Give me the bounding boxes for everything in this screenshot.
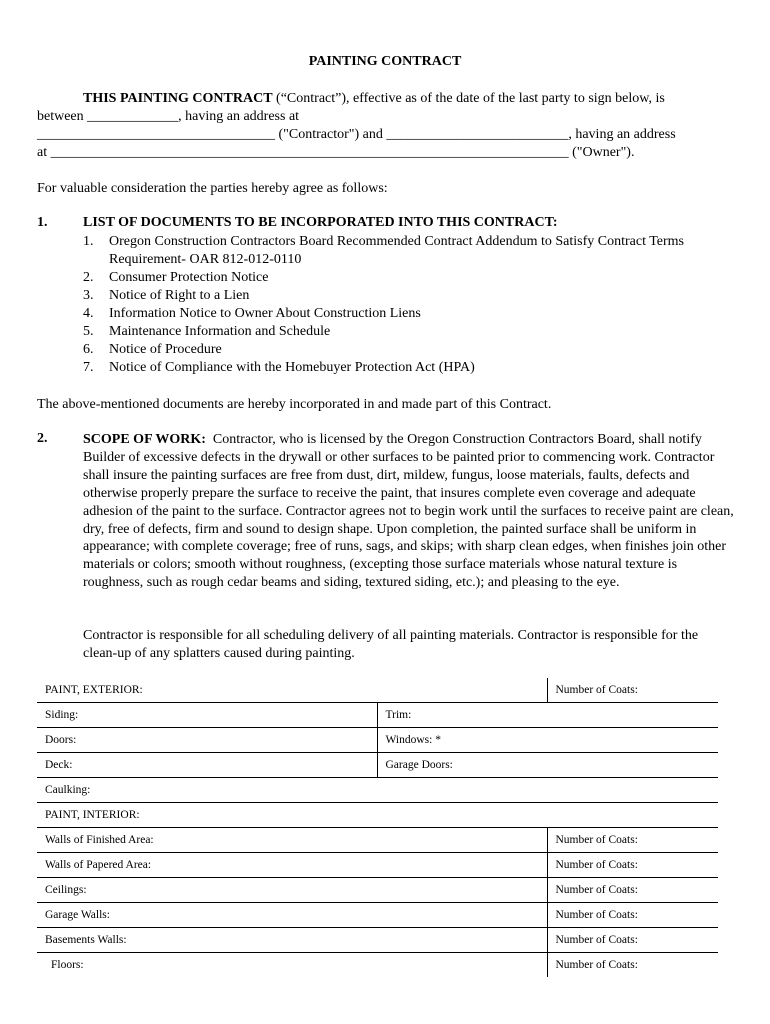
paint-spec-form xyxy=(37,678,718,977)
intro-line-1-rest: (“Contract”), effective as of the date of the last party to sign below, is xyxy=(272,91,665,106)
list-item-text: Oregon Construction Contractors Board Recommended Contract Addendum to Satisfy Contract Terms xyxy=(109,234,684,249)
exterior-header: PAINT, EXTERIOR: xyxy=(37,678,547,703)
scope-of-work-body: Contractor, who is licensed by the Oregon Construction Contractors Board, shall notify Builder of excessive defects in the drywall or other surfaces to be painted prior to commencing work. Contractor shall insure the painting surfaces are free from dust, dirt, mildew, fungus, loose materials, faults, defects and otherwise properly prepare the surface to receive the paint, that insures complete even coverage and adequate adhesion of the paint to the surface. Contractor agrees not to begin work until the surfaces to receive paint are clean, dry, free of defects, firm and sound to design shape. Upon completion, the painted surface shall be uniform in appearance; with complete coverage; free of runs, sags, and skips; with sharp clean edges, when finishes join other materials or colors; smooth without roughness, (excepting those surface materials whose natural texture is roughness, such as rough cedar beams and siding, textured siding, etc.); and pleasing to the eye. xyxy=(83,432,734,591)
coats-field[interactable]: Number of Coats: xyxy=(547,878,718,903)
coats-field[interactable]: Number of Coats: xyxy=(547,678,718,703)
intro-line-4: at __________________________________________________________________________ ("Owner"). xyxy=(37,145,635,160)
walls-finished-field[interactable]: Walls of Finished Area: xyxy=(37,828,547,853)
list-item-number: 4. xyxy=(83,306,94,321)
doors-field[interactable]: Doors: xyxy=(37,728,377,753)
coats-field[interactable]: Number of Coats: xyxy=(547,903,718,928)
list-item-text: Notice of Procedure xyxy=(109,342,222,357)
intro-line-2: between _____________, having an address at xyxy=(37,109,300,124)
deck-field[interactable]: Deck: xyxy=(37,753,377,778)
list-item-text: Notice of Right to a Lien xyxy=(109,288,250,303)
coats-field[interactable]: Number of Coats: xyxy=(547,853,718,878)
list-item-number: 2. xyxy=(83,270,94,285)
floors-field[interactable]: Floors: xyxy=(51,959,84,971)
coats-field[interactable]: Number of Coats: xyxy=(547,828,718,853)
list-item-number: 7. xyxy=(83,360,94,375)
list-item xyxy=(83,359,475,377)
document-title: PAINTING CONTRACT xyxy=(308,54,462,69)
garage-doors-field[interactable]: Garage Doors: xyxy=(377,753,718,778)
list-item-text: Maintenance Information and Schedule xyxy=(109,324,331,339)
intro-line-1 xyxy=(83,90,665,108)
section-1-number: 1. xyxy=(37,215,48,230)
list-item-text: Consumer Protection Notice xyxy=(109,270,269,285)
list-item xyxy=(83,341,222,359)
list-item-number: 1. xyxy=(83,234,94,249)
section-1-heading: LIST OF DOCUMENTS TO BE INCORPORATED INTO THIS CONTRACT: xyxy=(83,215,558,230)
basement-walls-field[interactable]: Basements Walls: xyxy=(37,928,547,953)
ceilings-field[interactable]: Ceilings: xyxy=(37,878,547,903)
list-item xyxy=(83,287,249,305)
walls-papered-field[interactable]: Walls of Papered Area: xyxy=(37,853,547,878)
consideration-text: For valuable consideration the parties hereby agree as follows: xyxy=(37,181,388,196)
coats-field[interactable]: Number of Coats: xyxy=(547,953,718,978)
list-item-number: 5. xyxy=(83,324,94,339)
siding-field[interactable]: Siding: xyxy=(37,703,377,728)
intro-bold-lead: THIS PAINTING CONTRACT xyxy=(83,91,273,106)
scheduling-paragraph: Contractor is responsible for all scheduling delivery of all painting materials. Contractor is responsible for the clean-up of any splatters caused during painting. xyxy=(83,628,699,661)
incorporation-text: The above-mentioned documents are hereby incorporated in and made part of this Contract. xyxy=(37,397,552,412)
section-2-heading: SCOPE OF WORK: xyxy=(83,432,206,447)
windows-field[interactable]: Windows: * xyxy=(377,728,718,753)
list-item-text: Notice of Compliance with the Homebuyer Protection Act (HPA) xyxy=(109,360,475,375)
list-item xyxy=(83,233,684,251)
section-2-number: 2. xyxy=(37,431,48,446)
list-item-number: 3. xyxy=(83,288,94,303)
list-item xyxy=(83,269,268,287)
list-item xyxy=(83,323,330,341)
scope-of-work-paragraph xyxy=(83,431,735,592)
trim-field[interactable]: Trim: xyxy=(377,703,718,728)
list-item xyxy=(83,305,421,323)
caulking-field[interactable]: Caulking: xyxy=(37,778,718,803)
list-item-continuation: Requirement- OAR 812-012-0110 xyxy=(109,252,302,267)
list-item-number: 6. xyxy=(83,342,94,357)
garage-walls-field[interactable]: Garage Walls: xyxy=(37,903,547,928)
interior-header: PAINT, INTERIOR: xyxy=(37,803,718,828)
list-item-text: Information Notice to Owner About Construction Liens xyxy=(109,306,421,321)
intro-line-3: __________________________________ ("Contractor") and __________________________, having an address xyxy=(37,127,676,142)
coats-field[interactable]: Number of Coats: xyxy=(547,928,718,953)
